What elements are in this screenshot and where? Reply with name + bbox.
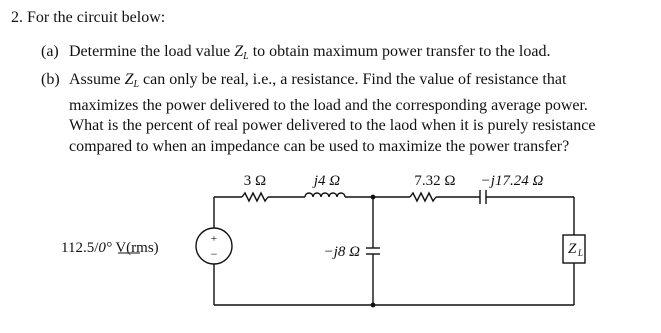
question-number: 2. (11, 9, 23, 26)
part-b-label: (b) (41, 71, 60, 88)
part-a-load-sub: L (243, 51, 249, 62)
c2-label: −j17.24 Ω (480, 173, 544, 189)
l1-label: j4 Ω (313, 173, 341, 189)
part-b-load-sub: L (133, 79, 140, 90)
source-label (61, 240, 159, 256)
source-plus: + (210, 233, 218, 245)
c-shunt-label: −j8 Ω (323, 244, 360, 260)
r1-label: 3 Ω (243, 173, 267, 189)
resistor-3ohm (242, 193, 268, 201)
part-b-text-before: Assume (69, 71, 121, 88)
resistor-7-32ohm (410, 193, 436, 201)
source-magnitude: 112.5/ (61, 240, 99, 256)
source-angle: 0° (98, 240, 112, 256)
source-unit: V(rms) (111, 240, 159, 256)
part-a-text-after: to obtain maximum power transfer to the load. (252, 43, 551, 60)
node-dot-bottom (371, 303, 376, 308)
r2-label: 7.32 Ω (414, 173, 456, 189)
part-a-load-z: Z (234, 43, 244, 60)
part-a-text-before: Determine the load value (69, 43, 231, 60)
inductor-j4 (305, 193, 345, 197)
part-b-load-z: Z (124, 71, 134, 88)
part-a-label: (a) (41, 43, 59, 60)
load-symbol: Z (568, 241, 577, 257)
load-sub: L (578, 248, 584, 258)
node-dot-top (371, 195, 376, 200)
question-intro: For the circuit below: (27, 9, 166, 26)
part-b-text-after: can only be real, i.e., a resistance. Find the value of resistance that maximizes the power delivered to the load and the corresponding average power. What is the percent of real power delivered to the laod when it is purely resistance compared to when an impedance can be used to maximize the power transfer? (69, 71, 596, 155)
source-minus: − (210, 247, 218, 261)
